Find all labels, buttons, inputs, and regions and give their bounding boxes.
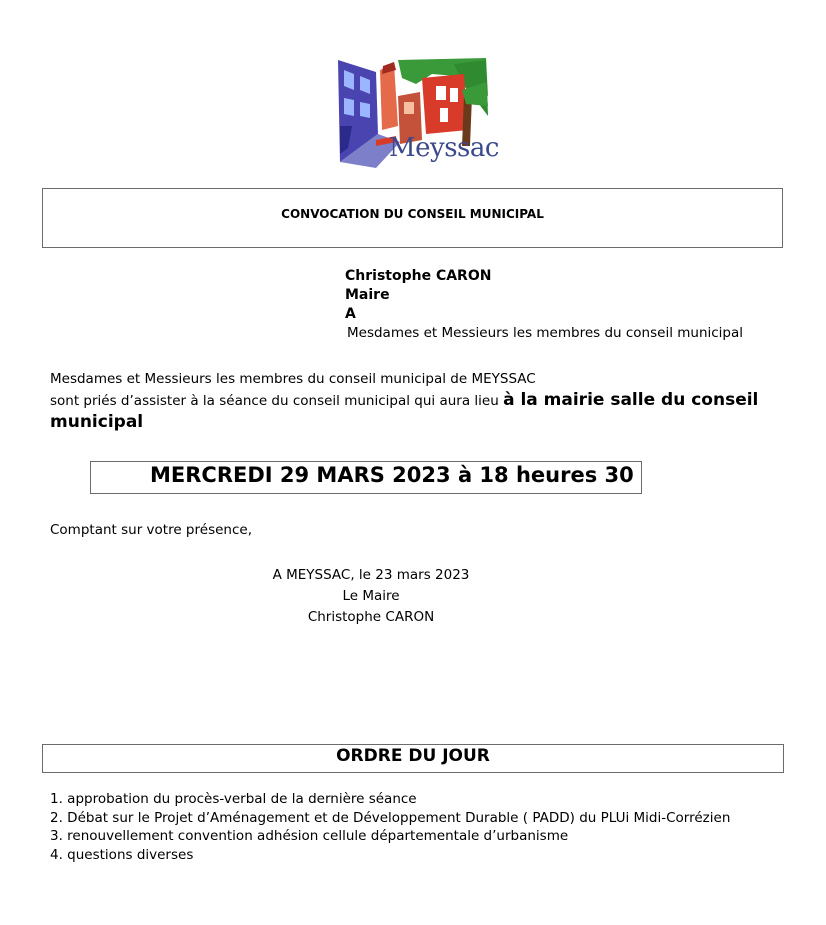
agenda-item: 1. approbation du procès-verbal de la dernière séance xyxy=(50,791,417,807)
logo-text: Meyssac xyxy=(389,133,499,163)
document-title: CONVOCATION DU CONSEIL MUNICIPAL xyxy=(281,207,544,221)
agenda-heading: ORDRE DU JOUR xyxy=(336,746,490,766)
signature-role: Le Maire xyxy=(342,588,400,604)
meeting-date-box xyxy=(90,461,642,494)
agenda-list xyxy=(50,790,790,864)
signature-block xyxy=(230,565,512,628)
intro-paragraph xyxy=(50,370,770,433)
agenda-item: 4. questions diverses xyxy=(50,846,194,863)
title-box xyxy=(42,188,783,248)
agenda-item: 3. renouvellement convention adhésion cellule départementale d’urbanisme xyxy=(50,828,569,844)
agenda-item: 2. Débat sur le Projet d’Aménagement et de Développement Durable ( PADD) du PLUi Midi-Corrézien xyxy=(50,809,731,826)
mayor-role: Maire xyxy=(345,287,390,303)
signature-place-date: A MEYSSAC, le 23 mars 2023 xyxy=(272,567,470,583)
intro-line-1: Mesdames et Messieurs les membres du conseil municipal de MEYSSAC xyxy=(50,371,536,387)
meeting-date: MERCREDI 29 MARS 2023 à 18 heures 30 xyxy=(150,463,634,487)
closing-text: Comptant sur votre présence, xyxy=(50,522,252,538)
mayor-name: Christophe CARON xyxy=(345,268,492,284)
agenda-heading-box xyxy=(42,744,784,773)
meeting-location: à la mairie salle du conseil municipal xyxy=(50,390,759,432)
recipient-members: Mesdames et Messieurs les membres du conseil municipal xyxy=(347,325,744,341)
recipient-prefix: A xyxy=(345,306,356,322)
intro-line-2: sont priés d’assister à la séance du conseil municipal qui aura lieu xyxy=(50,393,504,409)
signature-name: Christophe CARON xyxy=(307,609,435,625)
recipient-block xyxy=(345,267,743,343)
